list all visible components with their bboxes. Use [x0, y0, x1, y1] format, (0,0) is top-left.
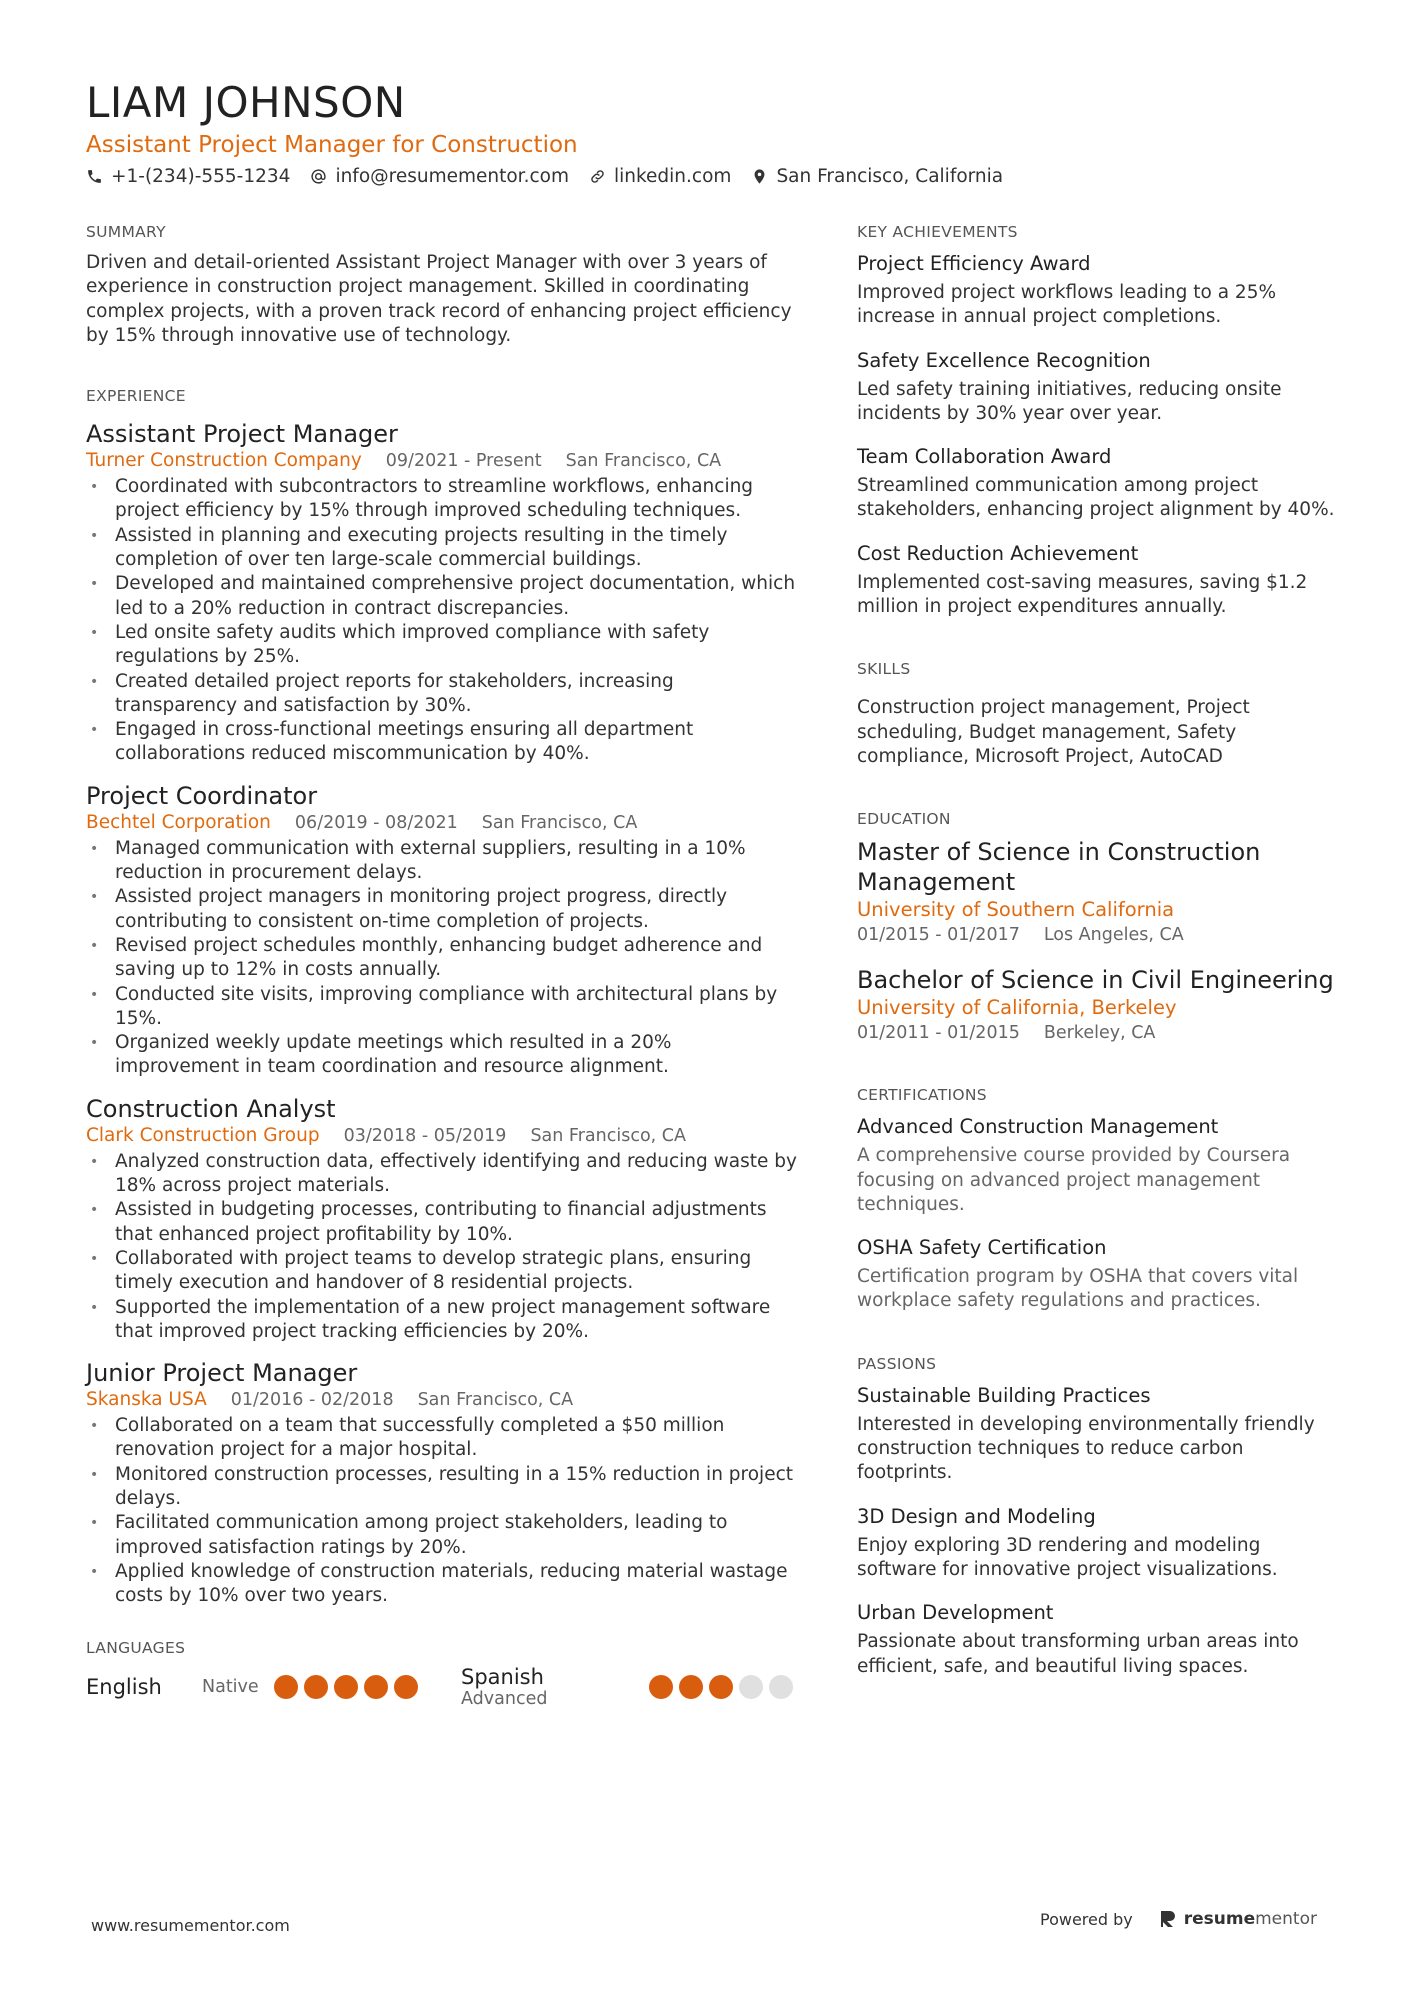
rating-dot-filled [304, 1675, 328, 1699]
passion-title: Sustainable Building Practices [857, 1383, 1151, 1407]
achievement-desc: Implemented cost-saving measures, saving $1.2 million in project expenditures annually. [857, 571, 1308, 618]
achievement-title: Team Collaboration Award [857, 445, 1112, 469]
passion-title: 3D Design and Modeling [857, 1504, 1096, 1528]
company-name: Clark Construction Group [86, 1124, 320, 1146]
list-item: • Collaborated on a team that successfully completed a $50 million renovation project for a major hospital. [86, 1414, 801, 1463]
job-meta [86, 1124, 801, 1148]
passions-section [857, 1354, 1337, 1679]
section-title: SKILLS [857, 660, 911, 679]
rating-dot-filled [364, 1675, 388, 1699]
list-item: • Conducted site visits, improving compliance with architectural plans by 15%. [86, 983, 801, 1032]
section-title: KEY ACHIEVEMENTS [857, 223, 1018, 241]
education-location: Berkeley, CA [1043, 1023, 1156, 1044]
language-level: Advanced [461, 1689, 548, 1710]
rating-dot-filled [274, 1675, 298, 1699]
powered-by-label: Powered by [1040, 1909, 1133, 1929]
right-column [857, 222, 1337, 1679]
passion-item [857, 1383, 1337, 1486]
job-title: Project Coordinator [86, 781, 318, 810]
list-item: • Supported the implementation of a new project management software that improved project tracking efficiencies by 20%. [86, 1296, 801, 1345]
rating-dot-filled [709, 1675, 733, 1699]
achievement-item [857, 251, 1337, 330]
job-title: Junior Project Manager [86, 1359, 358, 1388]
passion-title: Urban Development [857, 1601, 1054, 1625]
language-rating [274, 1675, 418, 1699]
section-title: LANGUAGES [86, 1639, 186, 1658]
job-location: San Francisco, CA [565, 451, 722, 472]
job-meta [86, 1388, 801, 1412]
skills-text: Construction project management, Project scheduling, Budget management, Safety compliance, Microsoft Project, AutoCAD [857, 697, 1250, 767]
contact-email-text: info@resumementor.com [335, 166, 569, 187]
achievement-item [857, 444, 1337, 523]
language-spanish [461, 1665, 793, 1709]
job-entry [86, 781, 801, 1080]
achievement-title: Safety Excellence Recognition [857, 348, 1151, 372]
job-title: Construction Analyst [86, 1094, 336, 1123]
section-title: EXPERIENCE [86, 387, 186, 406]
footer-website[interactable]: www.resumementor.com [91, 1916, 290, 1935]
list-item: • Revised project schedules monthly, enhancing budget adherence and saving up to 12% in costs annually. [86, 934, 801, 983]
achievement-desc: Streamlined communication among project stakeholders, enhancing project alignment by 40%. [857, 475, 1335, 521]
job-bullets [86, 1150, 801, 1344]
contact-linkedin-text: linkedin.com [613, 166, 732, 187]
section-title: PASSIONS [857, 1354, 937, 1373]
contact-location [751, 166, 1003, 187]
certification-desc: A comprehensive course provided by Coursera focusing on advanced project management techniques. [857, 1145, 1291, 1215]
summary-text: Driven and detail-oriented Assistant Project Manager with over 3 years of experience in construction project management. Skilled in coordinating complex projects, with a proven track record of enhancing project efficiency by 15% through innovative use of technology. [86, 252, 792, 346]
language-level: Native [202, 1677, 259, 1698]
passion-desc: Enjoy exploring 3D rendering and modeling software for innovative project visualizations. [857, 1534, 1278, 1580]
phone-icon [86, 168, 103, 185]
section-title: SUMMARY [86, 223, 166, 241]
job-dates: 06/2019 - 08/2021 [294, 812, 458, 833]
list-item: • Analyzed construction data, effectively identifying and reducing waste by 18% across project materials. [86, 1150, 801, 1199]
at-icon [310, 168, 327, 185]
section-title: EDUCATION [857, 810, 951, 829]
certification-title: Advanced Construction Management [857, 1115, 1219, 1139]
contact-linkedin[interactable] [589, 166, 731, 187]
language-name: English [86, 1675, 162, 1700]
list-item: • Assisted in planning and executing projects resulting in the timely completion of over ten large-scale commercial buildings. [86, 524, 801, 573]
skills-section [857, 659, 1337, 769]
rating-dot-empty [739, 1675, 763, 1699]
list-item: • Led onsite safety audits which improved compliance with safety regulations by 25%. [86, 621, 801, 670]
rating-dot-filled [679, 1675, 703, 1699]
job-dates: 01/2016 - 02/2018 [230, 1390, 394, 1411]
education-item [857, 965, 1337, 1045]
job-meta [86, 449, 801, 473]
summary-section [86, 222, 801, 348]
degree-title: Bachelor of Science in Civil Engineering [857, 966, 1334, 995]
left-column [86, 222, 801, 1714]
list-item: • Developed and maintained comprehensive project documentation, which led to a 20% reduction in contract discrepancies. [86, 572, 801, 621]
education-meta [857, 1021, 1337, 1045]
list-item: • Coordinated with subcontractors to streamline workflows, enhancing project efficiency by 15% through improved scheduling techniques. [86, 475, 801, 524]
education-meta [857, 923, 1337, 947]
languages-section [86, 1638, 801, 1714]
brand-light: mentor [1255, 1909, 1317, 1929]
job-location: San Francisco, CA [530, 1125, 686, 1146]
link-icon [589, 168, 606, 185]
certification-item [857, 1114, 1337, 1217]
achievement-item [857, 541, 1337, 620]
job-dates: 09/2021 - Present [385, 451, 542, 472]
company-name: Skanska USA [86, 1389, 207, 1411]
job-dates: 03/2018 - 05/2019 [343, 1125, 507, 1146]
company-name: Bechtel Corporation [86, 811, 271, 833]
contact-phone[interactable] [86, 166, 290, 187]
rating-dot-filled [649, 1675, 673, 1699]
list-item: • Applied knowledge of construction materials, reducing material wastage costs by 10% over two years. [86, 1560, 801, 1609]
certification-desc: Certification program by OSHA that covers vital workplace safety regulations and practices. [857, 1266, 1299, 1312]
school-name: University of Southern California [857, 898, 1175, 922]
language-name: Spanish [461, 1665, 544, 1690]
education-dates: 01/2015 - 01/2017 [857, 925, 1020, 946]
rating-dot-empty [769, 1675, 793, 1699]
footer-powered [1040, 1909, 1317, 1929]
brand-logo[interactable] [1159, 1909, 1317, 1929]
job-entry [86, 419, 801, 767]
resume-header [86, 78, 1336, 187]
job-bullets [86, 475, 801, 767]
education-dates: 01/2011 - 01/2015 [857, 1023, 1020, 1044]
school-name: University of California, Berkeley [857, 996, 1177, 1020]
passion-item [857, 1504, 1337, 1583]
list-item: • Facilitated communication among project stakeholders, leading to improved satisfaction ratings by 20%. [86, 1511, 801, 1560]
job-title: Assistant Project Manager [86, 420, 398, 449]
contact-email[interactable] [310, 166, 569, 187]
certifications-section [857, 1085, 1337, 1313]
experience-section [86, 386, 801, 1608]
degree-title: Master of Science in Construction Management [857, 838, 1261, 897]
list-item: • Created detailed project reports for stakeholders, increasing transparency and satisfaction by 30%. [86, 670, 801, 719]
rating-dot-filled [394, 1675, 418, 1699]
education-location: Los Angeles, CA [1043, 925, 1184, 946]
certification-title: OSHA Safety Certification [857, 1236, 1107, 1260]
brand-bold: resume [1183, 1909, 1256, 1929]
education-section [857, 809, 1337, 1045]
language-english [86, 1675, 461, 1699]
achievements-section [857, 222, 1337, 619]
list-item: • Organized weekly update meetings which resulted in a 20% improvement in team coordination and resource alignment. [86, 1031, 801, 1080]
job-entry [86, 1094, 801, 1344]
list-item: • Managed communication with external suppliers, resulting in a 10% reduction in procurement delays. [86, 837, 801, 886]
achievement-title: Project Efficiency Award [857, 252, 1091, 275]
job-meta [86, 811, 801, 835]
job-bullets [86, 1414, 801, 1608]
achievement-desc: Led safety training initiatives, reducing onsite incidents by 30% year over year. [857, 378, 1282, 424]
language-rating [649, 1675, 793, 1699]
achievement-item [857, 348, 1337, 427]
contact-bar [86, 166, 1336, 187]
list-item: • Monitored construction processes, resulting in a 15% reduction in project delays. [86, 1463, 801, 1512]
rating-dot-filled [334, 1675, 358, 1699]
section-title: CERTIFICATIONS [857, 1086, 987, 1105]
candidate-name: LIAM JOHNSON [86, 78, 406, 127]
candidate-role: Assistant Project Manager for Construction [86, 132, 578, 158]
job-location: San Francisco, CA [417, 1390, 574, 1411]
education-item [857, 837, 1337, 947]
passion-desc: Passionate about transforming urban areas into efficient, safe, and beautiful living spaces. [857, 1631, 1299, 1677]
job-bullets [86, 837, 801, 1080]
passion-desc: Interested in developing environmentally friendly construction techniques to reduce carbon footprints. [857, 1413, 1315, 1484]
list-item: • Collaborated with project teams to develop strategic plans, ensuring timely execution and handover of 8 residential projects. [86, 1247, 801, 1296]
resumementor-logo-icon [1159, 1909, 1177, 1929]
list-item: • Engaged in cross-functional meetings ensuring all department collaborations reduced miscommunication by 40%. [86, 718, 801, 767]
achievement-title: Cost Reduction Achievement [857, 541, 1139, 565]
contact-phone-text: +1-(234)-555-1234 [111, 166, 291, 187]
achievement-desc: Improved project workflows leading to a 25% increase in annual project completions. [857, 282, 1277, 328]
job-entry [86, 1358, 801, 1608]
certification-item [857, 1235, 1337, 1314]
list-item: • Assisted in budgeting processes, contributing to financial adjustments that enhanced project profitability by 10%. [86, 1198, 801, 1247]
languages-row [86, 1660, 801, 1714]
list-item: • Assisted project managers in monitoring project progress, directly contributing to consistent on-time completion of projects. [86, 885, 801, 934]
job-location: San Francisco, CA [481, 812, 638, 833]
location-pin-icon [751, 168, 768, 185]
company-name: Turner Construction Company [86, 450, 362, 472]
language-label-stack [461, 1665, 649, 1709]
passion-item [857, 1600, 1337, 1679]
contact-location-text: San Francisco, California [776, 166, 1004, 187]
